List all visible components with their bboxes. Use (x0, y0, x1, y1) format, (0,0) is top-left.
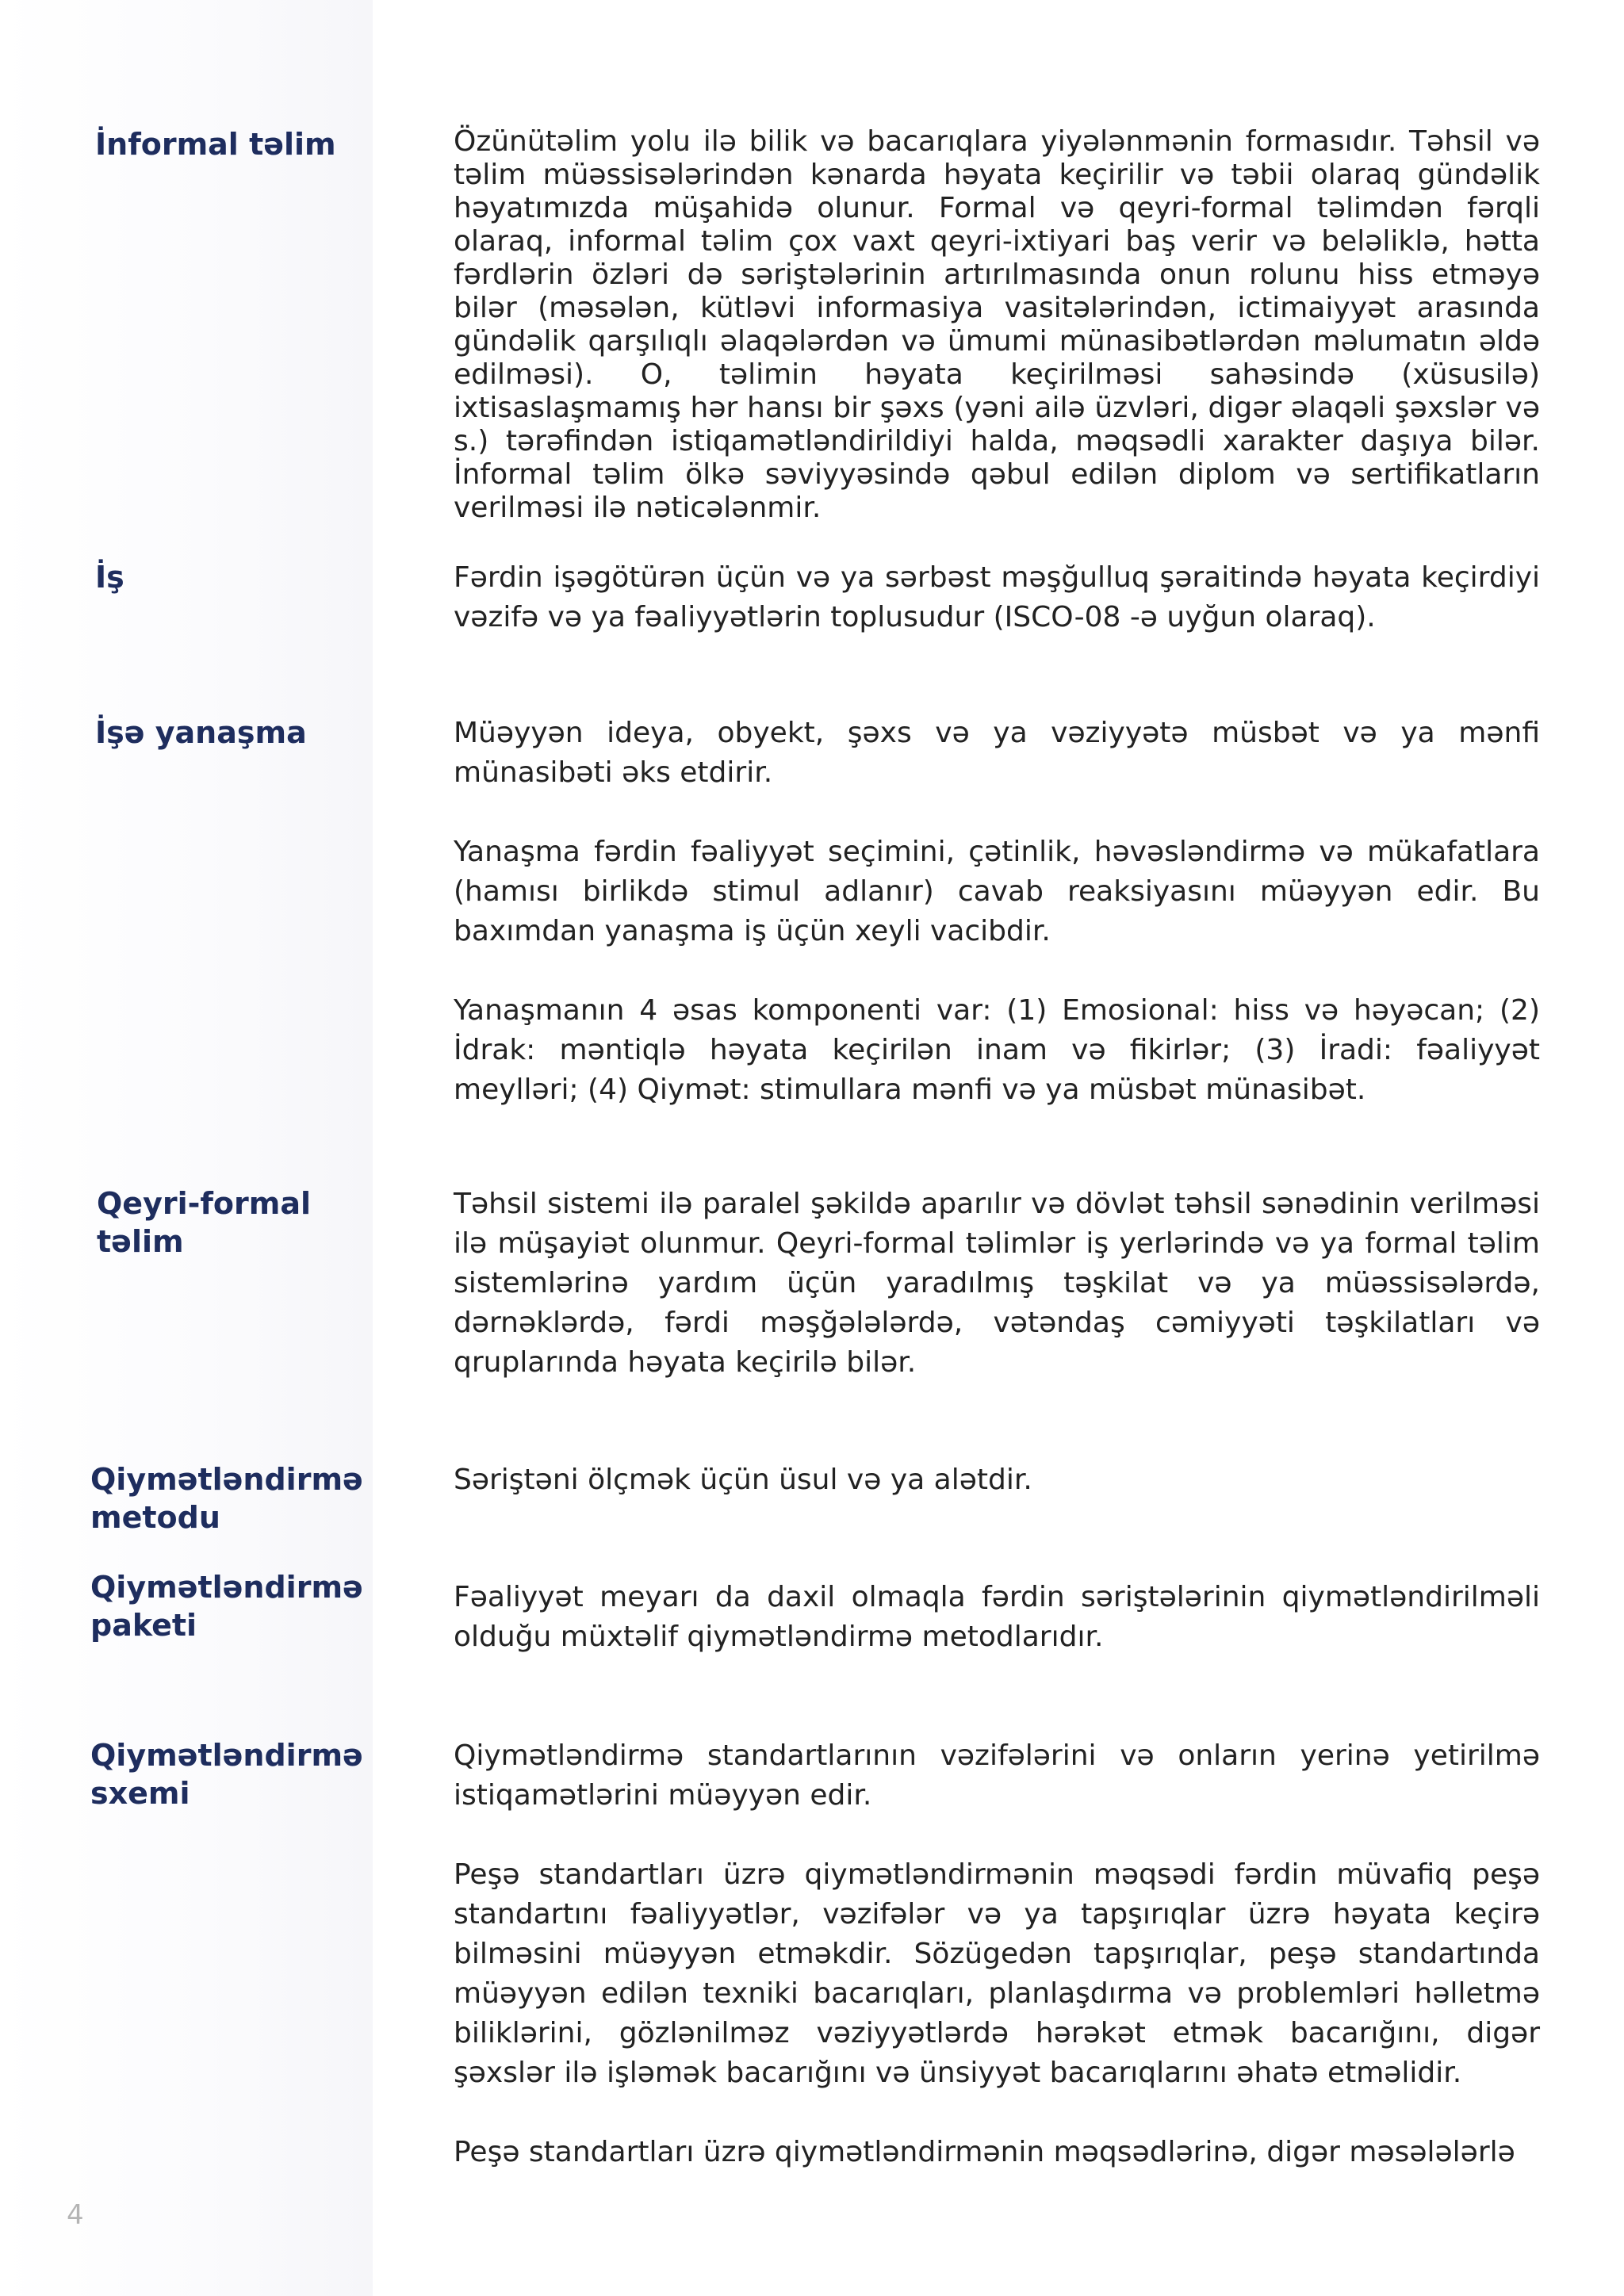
definition-paragraph: Peşə standartları üzrə qiymətləndirmənin məqsədlərinə, digər məsələlərlə (454, 2136, 1515, 2168)
glossary-definition (454, 1184, 1540, 1383)
definition-paragraph: Özünütəlim yolu ilə bilik və bacarıqlara yiyələnmənin formasıdır. Təhsil və təlim müəssisələrindən kənarda həyata keçirilir və təbii olaraq gündəlik həyatımızda müşahidə olunur. Formal və qeyri-formal təlimdən fərqli olaraq, informal təlim çox vaxt qeyri-ixtiyari baş verir və beləliklə, hətta fərdlərin özləri də səriştələrinin artırılmasında onun rolunu hiss etməyə bilər (məsələn, kütləvi informasiya vasitələrindən, ictimaiyyət arasında gündəlik qarşılıqlı əlaqələrdən və ümumi münasibətlərdən məlumatın əldə edilməsi). O, təlimin həyata keçirilməsi sahəsində (xüsusilə) ixtisaslaşmamış hər hansı bir şəxs (yəni ailə üzvləri, digər əlaqəli şəxslər və s.) tərəfindən istiqamətləndirildiyi halda, məqsədli xarakter daşıya bilər. İnformal təlim ölkə səviyyəsində qəbul edilən diplom və sertifikatların verilməsi ilə nəticələnmir. (454, 125, 1540, 524)
glossary-term: İş (95, 560, 124, 595)
definition-paragraph: Fəaliyyət meyarı da daxil olmaqla fərdin səriştələrinin qiymətləndirilməli olduğu müxtəlif qiymətləndirmə metodlarıdır. (454, 1581, 1540, 1653)
glossary-term: Qiymətləndirmə sxemi (90, 1738, 363, 1811)
glossary-definition (454, 714, 1540, 1110)
glossary-term: Qeyri-formal təlim (97, 1186, 312, 1259)
page-background (0, 0, 373, 2296)
glossary-definition (454, 558, 1540, 637)
definition-paragraph: Müəyyən ideya, obyekt, şəxs və ya vəziyyətə müsbət və ya mənfi münasibəti əks etdirir. (454, 717, 1540, 789)
glossary-definition (454, 1460, 1540, 1500)
glossary-definition (454, 125, 1540, 525)
definition-paragraph: Təhsil sistemi ilə paralel şəkildə aparılır və dövlət təhsil sənədinin verilməsi ilə müşayiət olunmur. Qeyri-formal təlimlər iş yerlərində və ya formal təlim sistemlərinə yardım üçün yaradılmış təşkilat və ya müəssisələrdə, dərnəklərdə, fərdi məşğələlərdə, vətəndaş cəmiyyəti təşkilatları və qruplarında həyata keçirilə bilər. (454, 1188, 1540, 1379)
page-number: 4 (67, 2199, 84, 2231)
definition-paragraph: Səriştəni ölçmək üçün üsul və ya alətdir. (454, 1464, 1032, 1496)
definition-paragraph: Peşə standartları üzrə qiymətləndirmənin məqsədi fərdin müvafiq peşə standartını fəaliyyətlər, vəzifələr və ya tapşırıqlar üzrə həyata keçirə bilməsini müəyyən etməkdir. Sözügedən tapşırıqlar, peşə standartında müəyyən edilən texniki bacarıqları, planlaşdırma və problemləri həlletmə biliklərini, gözlənilməz vəziyyətlərdə hərəkət etmək bacarığını, digər şəxslər ilə işləmək bacarığını və ünsiyyət bacarıqlarını əhatə etməlidir. (454, 1858, 1540, 2089)
definition-paragraph: Fərdin işəgötürən üçün və ya sərbəst məşğulluq şəraitində həyata keçirdiyi vəzifə və ya fəaliyyətlərin toplusudur (ISCO-08 -ə uyğun olaraq). (454, 561, 1540, 633)
glossary-term: İşə yanaşma (95, 715, 307, 750)
glossary-term: İnformal təlim (95, 127, 336, 162)
definition-paragraph: Qiymətləndirmə standartlarının vəzifələrini və onların yerinə yetirilmə istiqamətlərini müəyyən edir. (454, 1739, 1540, 1812)
glossary-term: Qiymətləndirmə paketi (90, 1570, 363, 1643)
definition-paragraph: Yanaşmanın 4 əsas komponenti var: (1) Emosional: hiss və həyəcan; (2) İdrak: məntiqlə həyata keçirilən inam və fikirlər; (3) İradi: fəaliyyət meylləri; (4) Qiymət: stimullara mənfi və ya müsbət münasibət. (454, 994, 1540, 1106)
glossary-definition (454, 1736, 1540, 2172)
glossary-definition (454, 1578, 1540, 1657)
definition-paragraph: Yanaşma fərdin fəaliyyət seçimini, çətinlik, həvəsləndirmə və mükafatlara (hamısı birlikdə stimul adlanır) cavab reaksiyasını müəyyən edir. Bu baxımdan yanaşma iş üçün xeyli vacibdir. (454, 836, 1540, 947)
glossary-term: Qiymətləndirmə metodu (90, 1462, 363, 1535)
